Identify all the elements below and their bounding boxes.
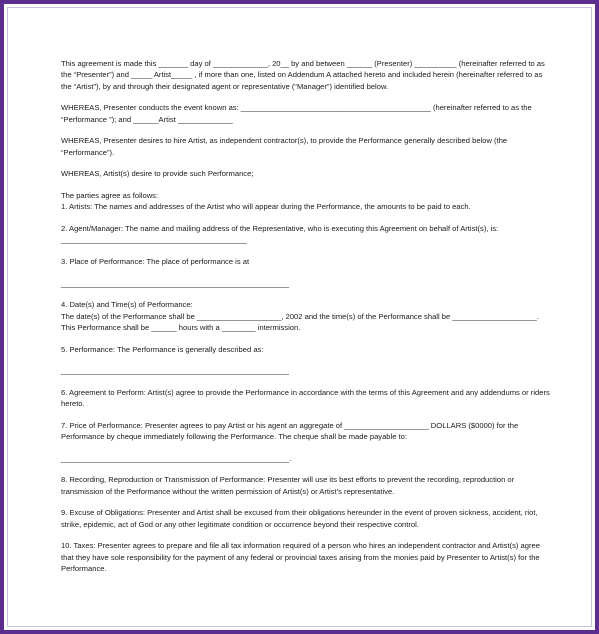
intro-paragraph: This agreement is made this _______ day of _____________, 20__ by and between ______ (Presenter) __________ (hereinafter referred to as the “Presenter”) and _____ Artist_____ , if more than one, listed on Addendum A attached hereto and included herein (hereinafter referred to as the “Artist”), by and through their designated agent or representative (“Manager”) identified below. (61, 59, 545, 91)
clause-4-heading: 4. Date(s) and Time(s) of Performance: (61, 300, 193, 310)
clause-5-blank-line: ______________________________________________________ (61, 366, 290, 376)
clause-7-price: 7. Price of Performance: Presenter agrees to pay Artist or his agent an aggregate of ____________________ DOLLARS ($0000) for the Performance by cheque immediately following the Performance. The cheque shall be made payable to: (61, 420, 519, 442)
clause-2-agent-manager: 2. Agent/Manager: The name and mailing address of the Representative, who is executing this Agreement on behalf of Artist(s), is: ____________________________________________ (61, 224, 499, 245)
clause-10-taxes: 10. Taxes: Presenter agrees to prepare and file all tax information required of a person who hires an independent contractor and Artist(s) agree that they have sole responsibility for the payment of any federal or provincial taxes arising from the monies paid by Presenter to Artist(s) for the Performance. (61, 541, 540, 574)
whereas-artist-paragraph: WHEREAS, Artist(s) desire to provide such Performance; (61, 169, 254, 179)
agreement-document (61, 58, 553, 585)
clause-4-dates: The date(s) of the Performance shall be ____________________, 2002 and the time(s) of the Performance shall be ____________________. This Performance shall be ______ hours with a ________ intermission. (61, 311, 539, 332)
clause-1-artists: 1. Artists: The names and addresses of the Artist who will appear during the Performance, the amounts to be paid to each. (61, 202, 471, 212)
parties-agree-heading: The parties agree as follows: (61, 191, 159, 200)
whereas-event-paragraph: WHEREAS, Presenter conducts the event known as: _____________________________________________ (hereinafter referred to as the “Performance ”); and ______Artist _____________ (61, 103, 532, 124)
clause-3-blank-line: ______________________________________________________ (61, 278, 290, 288)
whereas-hire-paragraph: WHEREAS, Presenter desires to hire Artist, as independent contractor(s), to provide the Performance generally described below (the “Performance”). (61, 136, 508, 157)
clause-8-recording: 8. Recording, Reproduction or Transmission of Performance: Presenter will use its best efforts to prevent the recording, reproduction or transmission of the Performance without the written permission of Artist(s) or Artist’s representative. (61, 475, 515, 496)
clause-6-agreement: 6. Agreement to Perform: Artist(s) agree to provide the Performance in accordance with the terms of this Agreement and any addendums or riders hereto. (61, 387, 550, 409)
clause-7-blank-line: ______________________________________________________. (61, 453, 292, 463)
clause-3-place: 3. Place of Performance: The place of performance is at (61, 257, 250, 266)
clause-5-performance: 5. Performance: The Performance is generally described as: (61, 344, 264, 354)
clause-9-excuse: 9. Excuse of Obligations: Presenter and Artist shall be excused from their obligations hereunder in the event of proven sickness, accident, riot, strike, epidemic, act of God or any other legitimate condition or occurrence beyond their respective control. (61, 508, 538, 529)
